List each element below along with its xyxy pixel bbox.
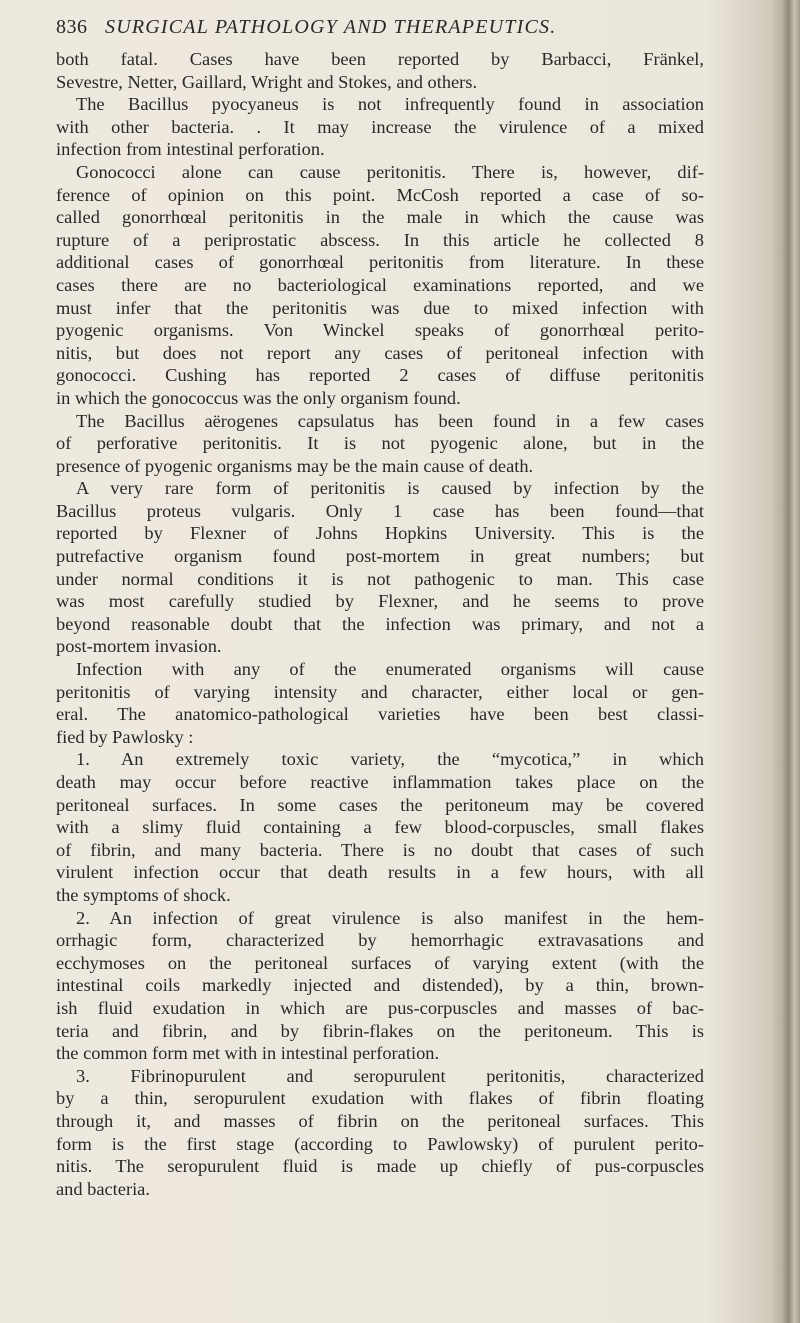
text-line: with other bacteria. . It may increase the virulence of a mixed	[56, 116, 704, 137]
text-line: nitis, but does not report any cases of peritoneal infection with	[56, 342, 704, 363]
text-line: fied by Pawlosky :	[56, 726, 194, 747]
text-line: form is the first stage (according to Pawlowsky) of purulent perito-	[56, 1133, 704, 1154]
text-line: death may occur before reactive inflammation takes place on the	[56, 772, 704, 792]
text-line: peritoneal surfaces. In some cases the peritoneum may be covered	[56, 794, 704, 815]
text-line: Bacillus proteus vulgaris. Only 1 case has been found—that	[56, 500, 704, 521]
text-line: of fibrin, and many bacteria. There is no doubt that cases of such	[56, 839, 704, 860]
text-line: post-mortem invasion.	[56, 636, 222, 657]
paragraph	[56, 477, 704, 658]
running-title: SURGICAL PATHOLOGY AND THERAPEUTICS.	[105, 16, 557, 38]
text-line: with a slimy fluid containing a few blood-corpuscles, small flakes	[56, 817, 704, 838]
text-line: orrhagic form, characterized by hemorrhagic extravasations and	[56, 930, 704, 951]
text-line: pyogenic organisms. Von Winckel speaks of gonorrhœal perito-	[56, 320, 704, 341]
text-line: of perforative peritonitis. It is not pyogenic alone, but in the	[56, 433, 704, 454]
text-line: must infer that the peritonitis was due to mixed infection with	[56, 297, 704, 318]
text-line: ecchymoses on the peritoneal surfaces of varying extent (with the	[56, 952, 704, 973]
text-line: through it, and masses of fibrin on the peritoneal surfaces. This	[56, 1110, 704, 1131]
body-text	[56, 48, 704, 1200]
text-line: the symptoms of shock.	[56, 884, 231, 905]
text-line: intestinal coils markedly injected and distended), by a thin, brown-	[56, 975, 704, 996]
text-line: virulent infection occur that death results in a few hours, with all	[56, 862, 704, 883]
book-spine-shadow	[772, 0, 800, 1323]
text-line: was most carefully studied by Flexner, and he seems to prove	[56, 591, 704, 612]
text-line: putrefactive organism found post-mortem in great numbers; but	[56, 546, 704, 567]
paragraph	[56, 907, 704, 1065]
text-line: teria and fibrin, and by fibrin-flakes on the peritoneum. This is	[56, 1020, 704, 1041]
paragraph	[56, 748, 704, 906]
text-line: and bacteria.	[56, 1178, 150, 1199]
text-line: 2. An infection of great virulence is also manifest in the hem-	[76, 907, 704, 928]
paragraph	[56, 93, 704, 161]
text-line: Gonococci alone can cause peritonitis. There is, however, dif-	[76, 161, 704, 182]
paragraph	[56, 658, 704, 748]
text-line: peritonitis of varying intensity and character, either local or gen-	[56, 681, 704, 702]
text-line: eral. The anatomico-pathological varieties have been best classi-	[56, 704, 704, 725]
text-line: rupture of a periprostatic abscess. In this article he collected 8	[56, 229, 704, 250]
text-line: additional cases of gonorrhœal peritonitis from literature. In these	[56, 252, 704, 273]
text-line: beyond reasonable doubt that the infection was primary, and not a	[56, 613, 704, 634]
text-line: in which the gonococcus was the only organism found.	[56, 387, 461, 408]
page-header	[56, 16, 696, 46]
text-line: Sevestre, Netter, Gaillard, Wright and Stokes, and others.	[56, 71, 478, 92]
paragraph	[56, 161, 704, 410]
text-line: A very rare form of peritonitis is caused by infection by the	[76, 478, 704, 499]
text-line: nitis. The seropurulent fluid is made up chiefly of pus-corpuscles	[56, 1156, 704, 1177]
text-line: gonococci. Cushing has reported 2 cases of diffuse peritonitis	[56, 365, 704, 386]
paragraph	[56, 1065, 704, 1201]
text-line: The Bacillus aërogenes capsulatus has been found in a few cases	[76, 410, 704, 431]
text-line: 1. An extremely toxic variety, the “mycotica,” in which	[76, 749, 704, 770]
text-line: infection from intestinal perforation.	[56, 139, 325, 160]
page-number: 836	[56, 16, 88, 38]
paragraph	[56, 410, 704, 478]
text-line: called gonorrhœal peritonitis in the male in which the cause was	[56, 207, 704, 228]
text-line: 3. Fibrinopurulent and seropurulent peritonitis, characterized	[76, 1065, 704, 1086]
text-line: ish fluid exudation in which are pus-corpuscles and masses of bac-	[56, 997, 704, 1018]
text-line: reported by Flexner of Johns Hopkins University. This is the	[56, 523, 704, 544]
paragraph	[56, 48, 704, 93]
text-line: by a thin, seropurulent exudation with flakes of fibrin floating	[56, 1088, 704, 1109]
text-line: both fatal. Cases have been reported by Barbacci, Fränkel,	[56, 49, 704, 69]
text-line: ference of opinion on this point. McCosh reported a case of so-	[56, 184, 704, 205]
text-line: Infection with any of the enumerated organisms will cause	[76, 659, 704, 680]
text-line: the common form met with in intestinal perforation.	[56, 1043, 440, 1064]
text-line: The Bacillus pyocyaneus is not infrequently found in association	[76, 94, 704, 115]
text-line: cases there are no bacteriological examinations reported, and we	[56, 274, 704, 295]
text-line: presence of pyogenic organisms may be the main cause of death.	[56, 455, 534, 476]
text-line: under normal conditions it is not pathogenic to man. This case	[56, 568, 704, 589]
